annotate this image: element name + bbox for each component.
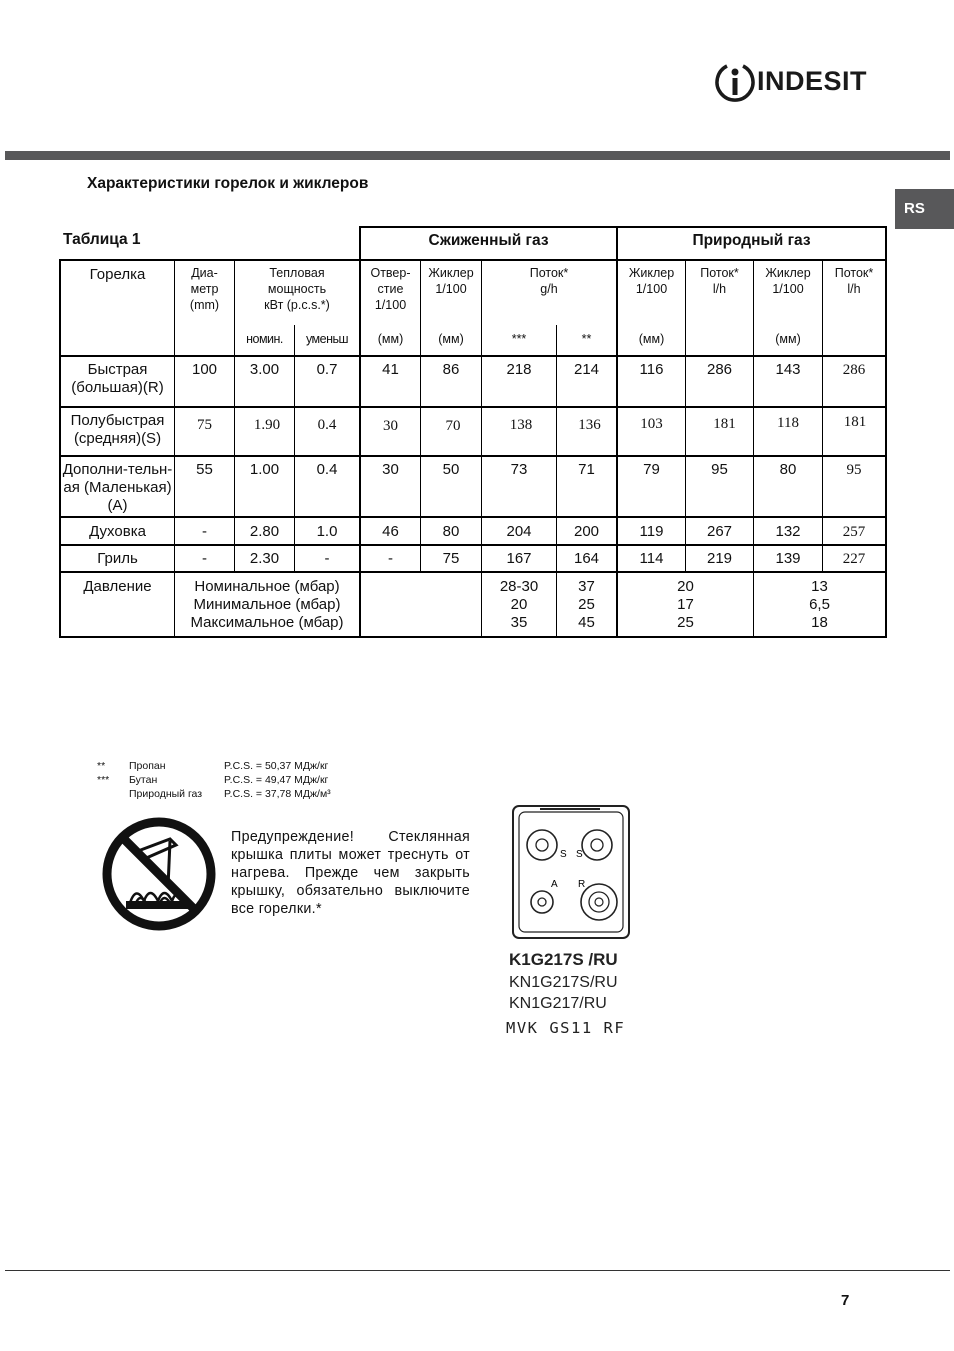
cell-nom: 1.90 — [253, 417, 281, 433]
hob-label-s: S — [576, 849, 583, 860]
pressure-ng: 20 17 25 — [677, 578, 694, 631]
header-power-nominal: номин. — [246, 332, 283, 346]
cell-ng2-flow: 286 — [842, 362, 866, 378]
cell-bypass: 30 — [383, 418, 398, 434]
footer-divider — [5, 1270, 950, 1271]
header-bypass: Отвер- стие 1/100 — [370, 266, 411, 312]
cell-ng-flow: 286 — [706, 361, 733, 378]
burner-name: Гриль — [97, 550, 138, 567]
cell-butane: 167 — [506, 550, 532, 567]
cell-nozzle: 50 — [442, 461, 460, 478]
cell-propane: 136 — [578, 417, 601, 433]
header-nozzle-unit: (мм) — [438, 332, 464, 346]
table-label: Таблица 1 — [63, 231, 141, 248]
cell-ng-nozzle: 119 — [639, 523, 664, 540]
header-ng2-nozzle: Жиклер 1/100 — [765, 266, 811, 296]
pressure-ng2: 13 6,5 18 — [809, 578, 830, 631]
burner-name: Быстрая (большая)(R) — [71, 361, 164, 396]
cell-butane: 138 — [509, 417, 533, 433]
header-ng-nozzle-unit: (мм) — [638, 332, 665, 346]
cell-ng2-nozzle: 80 — [779, 461, 797, 478]
brand-name: INDESIT — [757, 66, 868, 96]
cell-ng2-nozzle: 143 — [775, 361, 801, 378]
warning-text: Предупреждение! Стеклянная крышка плиты может треснуть от нагрева. Прежде чем закрыть крышку, обязательно выключите все горелки.* — [231, 829, 470, 917]
page-number: 7 — [841, 1292, 850, 1309]
brand-logo — [713, 60, 873, 108]
header-flow-propane: ** — [581, 332, 592, 346]
no-lid-on-flame-icon — [100, 815, 218, 933]
cell-ng-flow: 267 — [706, 523, 733, 540]
pressure-propane: 37 25 45 — [578, 578, 595, 631]
burner-name: Полубыстрая (средняя)(S) — [70, 412, 165, 447]
cell-diameter: - — [202, 523, 207, 540]
cell-ng2-nozzle: 132 — [775, 523, 801, 540]
cell-propane: 214 — [573, 361, 600, 378]
header-power: Тепловая мощность кВт (p.c.s.*) — [264, 266, 330, 312]
cell-red: 0.4 — [316, 461, 338, 478]
cell-ng-nozzle: 116 — [639, 361, 664, 378]
cell-red: 0.4 — [317, 417, 337, 433]
section-title: Характеристики горелок и жиклеров — [87, 175, 369, 192]
model-list — [506, 948, 626, 1040]
hob-diagram — [512, 805, 632, 941]
cell-ng2-flow: 181 — [843, 414, 867, 430]
cell-diameter: 75 — [197, 417, 212, 433]
header-diameter: Диа- метр (mm) — [189, 266, 220, 312]
burner-name: Духовка — [89, 523, 146, 540]
header-bypass-unit: (мм) — [377, 332, 404, 346]
header-ng2-flow: Поток* l/h — [834, 266, 874, 296]
model-name: K1G217S /RU — [509, 950, 618, 969]
header-burner: Горелка — [89, 266, 146, 283]
cell-diameter: 55 — [196, 461, 213, 478]
cell-ng-flow: 95 — [711, 461, 728, 478]
header-flow: Поток* g/h — [529, 266, 569, 296]
cell-red: 0.7 — [316, 361, 338, 378]
cell-ng-nozzle: 103 — [640, 416, 663, 432]
header-nozzle: Жиклер 1/100 — [428, 266, 474, 296]
cell-nozzle: 70 — [445, 418, 461, 434]
cell-ng2-nozzle: 139 — [775, 550, 801, 567]
cell-propane: 200 — [573, 523, 600, 540]
header-flow-butane: *** — [511, 332, 527, 346]
cell-propane: 164 — [573, 550, 600, 567]
cell-bypass: - — [388, 550, 393, 567]
cell-nozzle: 75 — [442, 550, 460, 567]
cell-ng-nozzle: 79 — [643, 461, 660, 478]
cell-ng-flow: 219 — [706, 550, 733, 567]
pressure-butane: 28-30 20 35 — [499, 578, 539, 631]
cell-ng-nozzle: 114 — [639, 550, 664, 567]
model-name: MVK GS11 RF — [506, 1019, 626, 1037]
cell-ng2-flow: 227 — [842, 551, 866, 567]
cell-nom: 3.00 — [249, 361, 280, 378]
cell-ng-flow: 181 — [713, 416, 736, 432]
header-power-reduced: уменьш — [305, 332, 349, 346]
cell-butane: 218 — [506, 361, 532, 378]
indesit-logo-icon — [713, 60, 757, 108]
pressure-descriptions: Номинальное (мбар) Минимальное (мбар) Максимальное (мбар) — [190, 578, 344, 631]
cell-diameter: 100 — [191, 361, 218, 378]
cell-diameter: - — [202, 550, 207, 567]
cell-ng2-flow: 95 — [846, 462, 862, 478]
cell-bypass: 41 — [382, 361, 399, 378]
pressure-label: Давление — [83, 578, 152, 595]
header-ng-flow: Поток* l/h — [700, 266, 739, 296]
cell-nozzle: 80 — [442, 523, 460, 540]
cell-bypass: 30 — [382, 461, 399, 478]
hob-label-a: A — [551, 879, 558, 890]
header-bar — [5, 151, 950, 160]
cell-nom: 1.00 — [249, 461, 280, 478]
cell-bypass: 46 — [382, 523, 399, 540]
header-ng-nozzle: Жиклер 1/100 — [628, 266, 675, 296]
cell-nom: 2.30 — [249, 550, 280, 567]
group-natural: Природный газ — [692, 232, 811, 249]
cell-butane: 73 — [510, 461, 528, 478]
hob-label-r: R — [578, 879, 586, 890]
cell-nom: 2.80 — [249, 523, 280, 540]
hob-label-s: S — [560, 849, 567, 860]
burner-name: Дополни-тельн- ая (Маленькая) (A) — [62, 461, 173, 514]
cell-red: - — [324, 550, 330, 567]
cell-nozzle: 86 — [442, 361, 460, 378]
group-lpg: Сжиженный газ — [428, 232, 549, 249]
cell-red: 1.0 — [316, 523, 338, 540]
header-ng2-nozzle-unit: (мм) — [775, 332, 801, 346]
cell-butane: 204 — [506, 523, 532, 540]
language-tab: RS — [895, 189, 954, 229]
cell-propane: 71 — [578, 461, 595, 478]
model-name: KN1G217/RU — [509, 995, 607, 1012]
cell-ng2-flow: 257 — [842, 524, 866, 540]
cell-ng2-nozzle: 118 — [777, 415, 799, 431]
model-name: KN1G217S/RU — [509, 974, 618, 991]
